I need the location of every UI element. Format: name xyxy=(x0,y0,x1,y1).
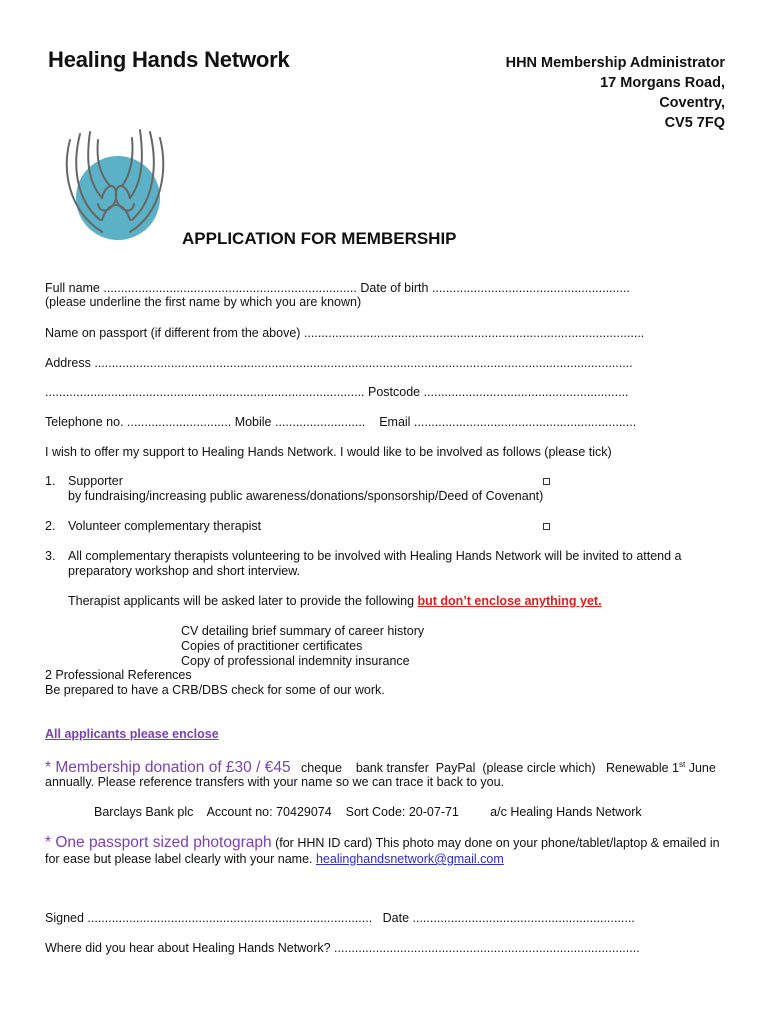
supporter-checkbox[interactable] xyxy=(543,478,550,485)
option-number: 2. xyxy=(45,519,56,533)
full-name-field[interactable]: Full name ......................................................................... xyxy=(45,281,357,295)
therapist-checkbox[interactable] xyxy=(543,523,550,530)
address-line: Coventry, xyxy=(659,95,725,111)
date-field[interactable]: Date ................................................................ xyxy=(382,911,635,925)
postcode-field[interactable]: Postcode ........................................................... xyxy=(368,385,629,399)
full-name-row xyxy=(45,281,630,296)
crb-check-text: Be prepared to have a CRB/DBS check for some of our work. xyxy=(45,683,385,697)
mobile-field[interactable]: Mobile .......................... xyxy=(234,415,366,429)
mailing-address xyxy=(506,53,725,133)
option-number: 3. xyxy=(45,549,56,563)
membership-note: annually. Please reference transfers with your name so we can trace it back to you. xyxy=(45,775,505,789)
photo-note: for ease but please label clearly with your name. healinghandsnetwork@gmail.com xyxy=(45,852,504,866)
telephone-field[interactable]: Telephone no. .............................. xyxy=(45,415,232,429)
address-line: CV5 7FQ xyxy=(664,115,725,131)
references-text: 2 Professional References xyxy=(45,668,192,682)
therapist-note: Therapist applicants will be asked later to provide the following but don’t enclose anything yet. xyxy=(68,594,602,608)
document-item: Copy of professional indemnity insurance xyxy=(181,654,410,668)
address-line: HHN Membership Administrator xyxy=(505,55,725,71)
option-therapist-label: Volunteer complementary therapist xyxy=(68,519,262,533)
photo-highlight: * One passport sized photograph xyxy=(45,834,272,851)
email-field[interactable]: Email ................................................................ xyxy=(379,415,637,429)
healing-hands-logo-icon xyxy=(40,120,190,250)
full-name-note: (please underline the first name by which you are known) xyxy=(45,295,362,309)
option-workshop-sub: preparatory workshop and short interview. xyxy=(68,564,301,578)
address-field[interactable]: Address ........................................................................................................................................................... xyxy=(45,356,633,370)
photo-row: * One passport sized photograph (for HHN ID card) This photo may done on your phone/tablet/laptop & emailed in xyxy=(45,834,720,851)
option-workshop-label: All complementary therapists volunteering to be involved with Healing Hands Network will be invited to attend a xyxy=(68,549,682,563)
address-line: 17 Morgans Road, xyxy=(600,75,725,91)
bank-account-name: a/c Healing Hands Network xyxy=(490,805,642,819)
signature-row xyxy=(45,911,635,926)
enclose-heading: All applicants please enclose xyxy=(45,727,219,741)
referral-source-field[interactable]: Where did you hear about Healing Hands Network? ........................................................................................ xyxy=(45,941,640,955)
email-link[interactable]: healinghandsnetwork@gmail.com xyxy=(315,852,504,866)
org-name: Healing Hands Network xyxy=(48,47,290,72)
contact-row xyxy=(45,415,636,430)
membership-row: * Membership donation of £30 / €45 cheque bank transfer PayPal (please circle which) Renewable 1st June xyxy=(45,759,716,777)
bank-account: Account no: 70429074 xyxy=(206,805,332,819)
form-title: APPLICATION FOR MEMBERSHIP xyxy=(182,229,457,248)
warning-text: but don’t enclose anything yet. xyxy=(417,594,602,608)
intro-text: I wish to offer my support to Healing Hands Network. I would like to be involved as follows (please tick) xyxy=(45,445,612,459)
bank-name: Barclays Bank plc xyxy=(94,805,194,819)
bank-sort-code: Sort Code: 20-07-71 xyxy=(345,805,459,819)
signed-field[interactable]: Signed .................................................................................. xyxy=(45,911,373,925)
document-item: CV detailing brief summary of career history xyxy=(181,624,425,638)
bank-details xyxy=(94,805,642,820)
option-supporter-sub: by fundraising/increasing public awareness/donations/sponsorship/Deed of Covenant) xyxy=(68,489,544,503)
option-number: 1. xyxy=(45,474,56,488)
membership-donation-highlight: * Membership donation of £30 / €45 xyxy=(45,759,291,777)
address-postcode-row xyxy=(45,385,629,400)
passport-name-field[interactable]: Name on passport (if different from the above) .................................................................................................. xyxy=(45,326,645,340)
option-supporter-label: Supporter xyxy=(68,474,123,488)
date-of-birth-field[interactable]: Date of birth ......................................................... xyxy=(360,281,630,295)
document-item: Copies of practitioner certificates xyxy=(181,639,363,653)
address-line2-field[interactable]: ............................................................................................ xyxy=(45,385,365,399)
